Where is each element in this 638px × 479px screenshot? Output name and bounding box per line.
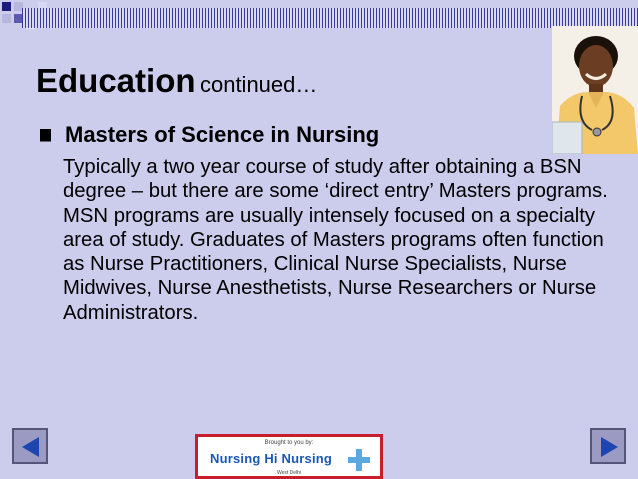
brand-logo <box>195 434 383 479</box>
logo-brand-text: Nursing Hi Nursing <box>210 451 333 466</box>
triangle-left-icon <box>22 437 39 457</box>
nurse-photo <box>552 26 638 154</box>
title-main: Education <box>36 62 196 99</box>
plus-cross-icon <box>348 449 370 471</box>
logo-top-text: Brought to you by: <box>264 440 314 446</box>
bullet-text: Masters of Science in Nursing <box>65 122 380 147</box>
previous-slide-button[interactable] <box>12 428 48 464</box>
triangle-right-icon <box>601 437 618 457</box>
top-decorative-band <box>0 0 638 32</box>
body-paragraph: Typically a two year course of study after obtaining a BSN degree – but there are some ‘direct entry’ Masters programs. MSN programs are usually intensely focused on a specialty area of study. Graduates of Masters programs often function as Nurse Practitioners, Clinical Nurse Specialists, Nurse Midwives, Nurse Anesthetists, Nurse Researchers or Nurse Administrators. <box>63 156 608 324</box>
bullet-item <box>40 122 379 148</box>
title-sub: continued… <box>199 72 318 97</box>
logo-bottom-text: West Delhi <box>276 470 302 476</box>
slide-title <box>36 62 317 100</box>
bullet-square-icon <box>40 129 51 142</box>
next-slide-button[interactable] <box>590 428 626 464</box>
